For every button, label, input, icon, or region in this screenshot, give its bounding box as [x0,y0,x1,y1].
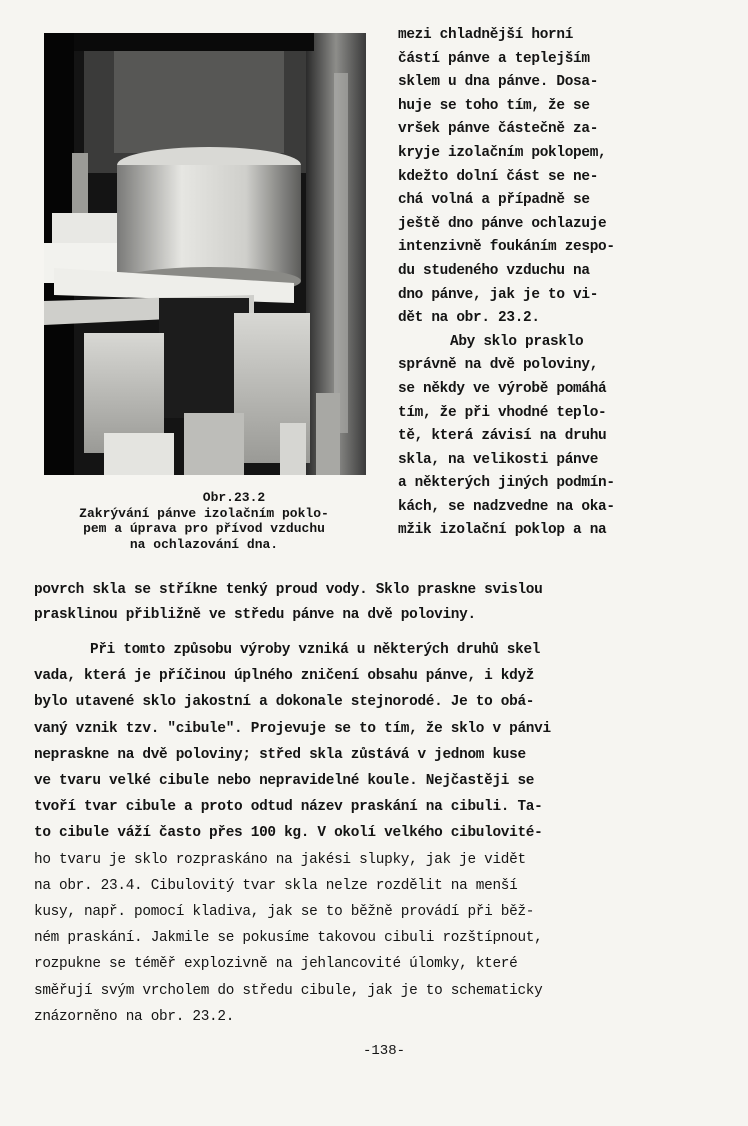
right-column-text [398,24,728,543]
pot-cover-photo-image [44,33,366,475]
text-line: to cibule váží často přes 100 kg. V okolí velkého cibulovité- [34,825,543,842]
text-line: vada, která je příčinou úplného zničení obsahu pánve, i když [34,668,535,685]
text-line: ve tvaru velké cibule nebo nepravidelné koule. Nejčastěji se [34,773,535,790]
text-line: mezi chladnější horní [398,27,574,43]
text-line: chá volná a případně se [398,192,590,209]
text-line: vaný vznik tzv. "cibule". Projevuje se to tím, že sklo v pánvi [34,720,551,737]
text-line: částí pánve a teplejším [398,50,590,67]
text-line: intenzivně foukáním zespo- [398,239,615,256]
text-line: dno pánve, jak je to vi- [398,286,599,303]
text-line: kusy, např. pomocí kladiva, jak se to běžně provádí při běž- [34,904,535,921]
figure-photograph [44,33,366,475]
text-line: mžik izolační poklop a na [398,522,607,539]
text-line: huje se toho tím, že se [398,97,590,114]
caption-line: pem a úprava pro přívod vzduchu [83,521,325,536]
text-line: prasklinou přibližně ve středu pánve na dvě poloviny. [34,607,476,623]
text-line: kdežto dolní část se ne- [398,168,599,185]
text-line: dět na obr. 23.2. [398,310,540,327]
text-line: ném praskání. Jakmile se pokusíme takovou cibuli rozštípnout, [34,930,543,947]
caption-line: Zakrývání pánve izolačním poklo- [79,505,329,521]
paragraph-onion-defect [34,637,734,1030]
text-line: povrch skla se stříkne tenký proud vody. Sklo praskne svislou [34,582,543,598]
text-line: znázorněno na obr. 23.2. [34,1008,235,1025]
paragraph-continuation [34,578,734,628]
text-line: ho tvaru je sklo rozpraskáno na jakési slupky, jak je vidět [34,851,526,868]
text-line: na obr. 23.4. Cibulovitý tvar skla nelze rozdělit na menší [34,877,518,894]
caption-line: na ochlazování dna. [129,536,279,552]
text-line: Při tomto způsobu výroby vzniká u některých druhů skel [90,642,541,658]
figure-number: Obr.23.2 [202,490,266,505]
text-line: kryje izolačním poklopem, [398,144,607,161]
text-line: skla, na velikosti pánve [398,451,599,468]
text-line: kách, se nadzvedne na oka- [398,498,615,515]
text-line: bylo utavené sklo jakostní a dokonale stejnorodé. Je to obá- [34,694,535,711]
text-line: Aby sklo prasklo [450,333,584,350]
text-line: tě, která závisí na druhu [398,428,607,445]
text-line: vršek pánve částečně za- [398,121,599,138]
text-line: se někdy ve výrobě pomáhá [398,380,607,397]
text-line: tím, že při vhodné teplo- [398,404,607,421]
figure-caption [24,490,384,552]
text-line: tvoří tvar cibule a proto odtud název praskání na cibuli. Ta- [34,799,543,816]
text-line: směřují svým vrcholem do středu cibule, jak je to schematicky [34,982,543,999]
text-line: ještě dno pánve ochlazuje [398,215,607,232]
text-line: rozpukne se téměř explozivně na jehlancovité úlomky, které [34,956,518,973]
page-number: -138- [362,1043,405,1059]
text-line: nepraskne na dvě poloviny; střed skla zůstává v jednom kuse [34,746,526,763]
text-line: du studeného vzduchu na [398,262,590,279]
text-line: sklem u dna pánve. Dosa- [398,74,599,91]
text-line: správně na dvě poloviny, [398,357,599,374]
text-line: a některých jiných podmín- [398,475,615,492]
